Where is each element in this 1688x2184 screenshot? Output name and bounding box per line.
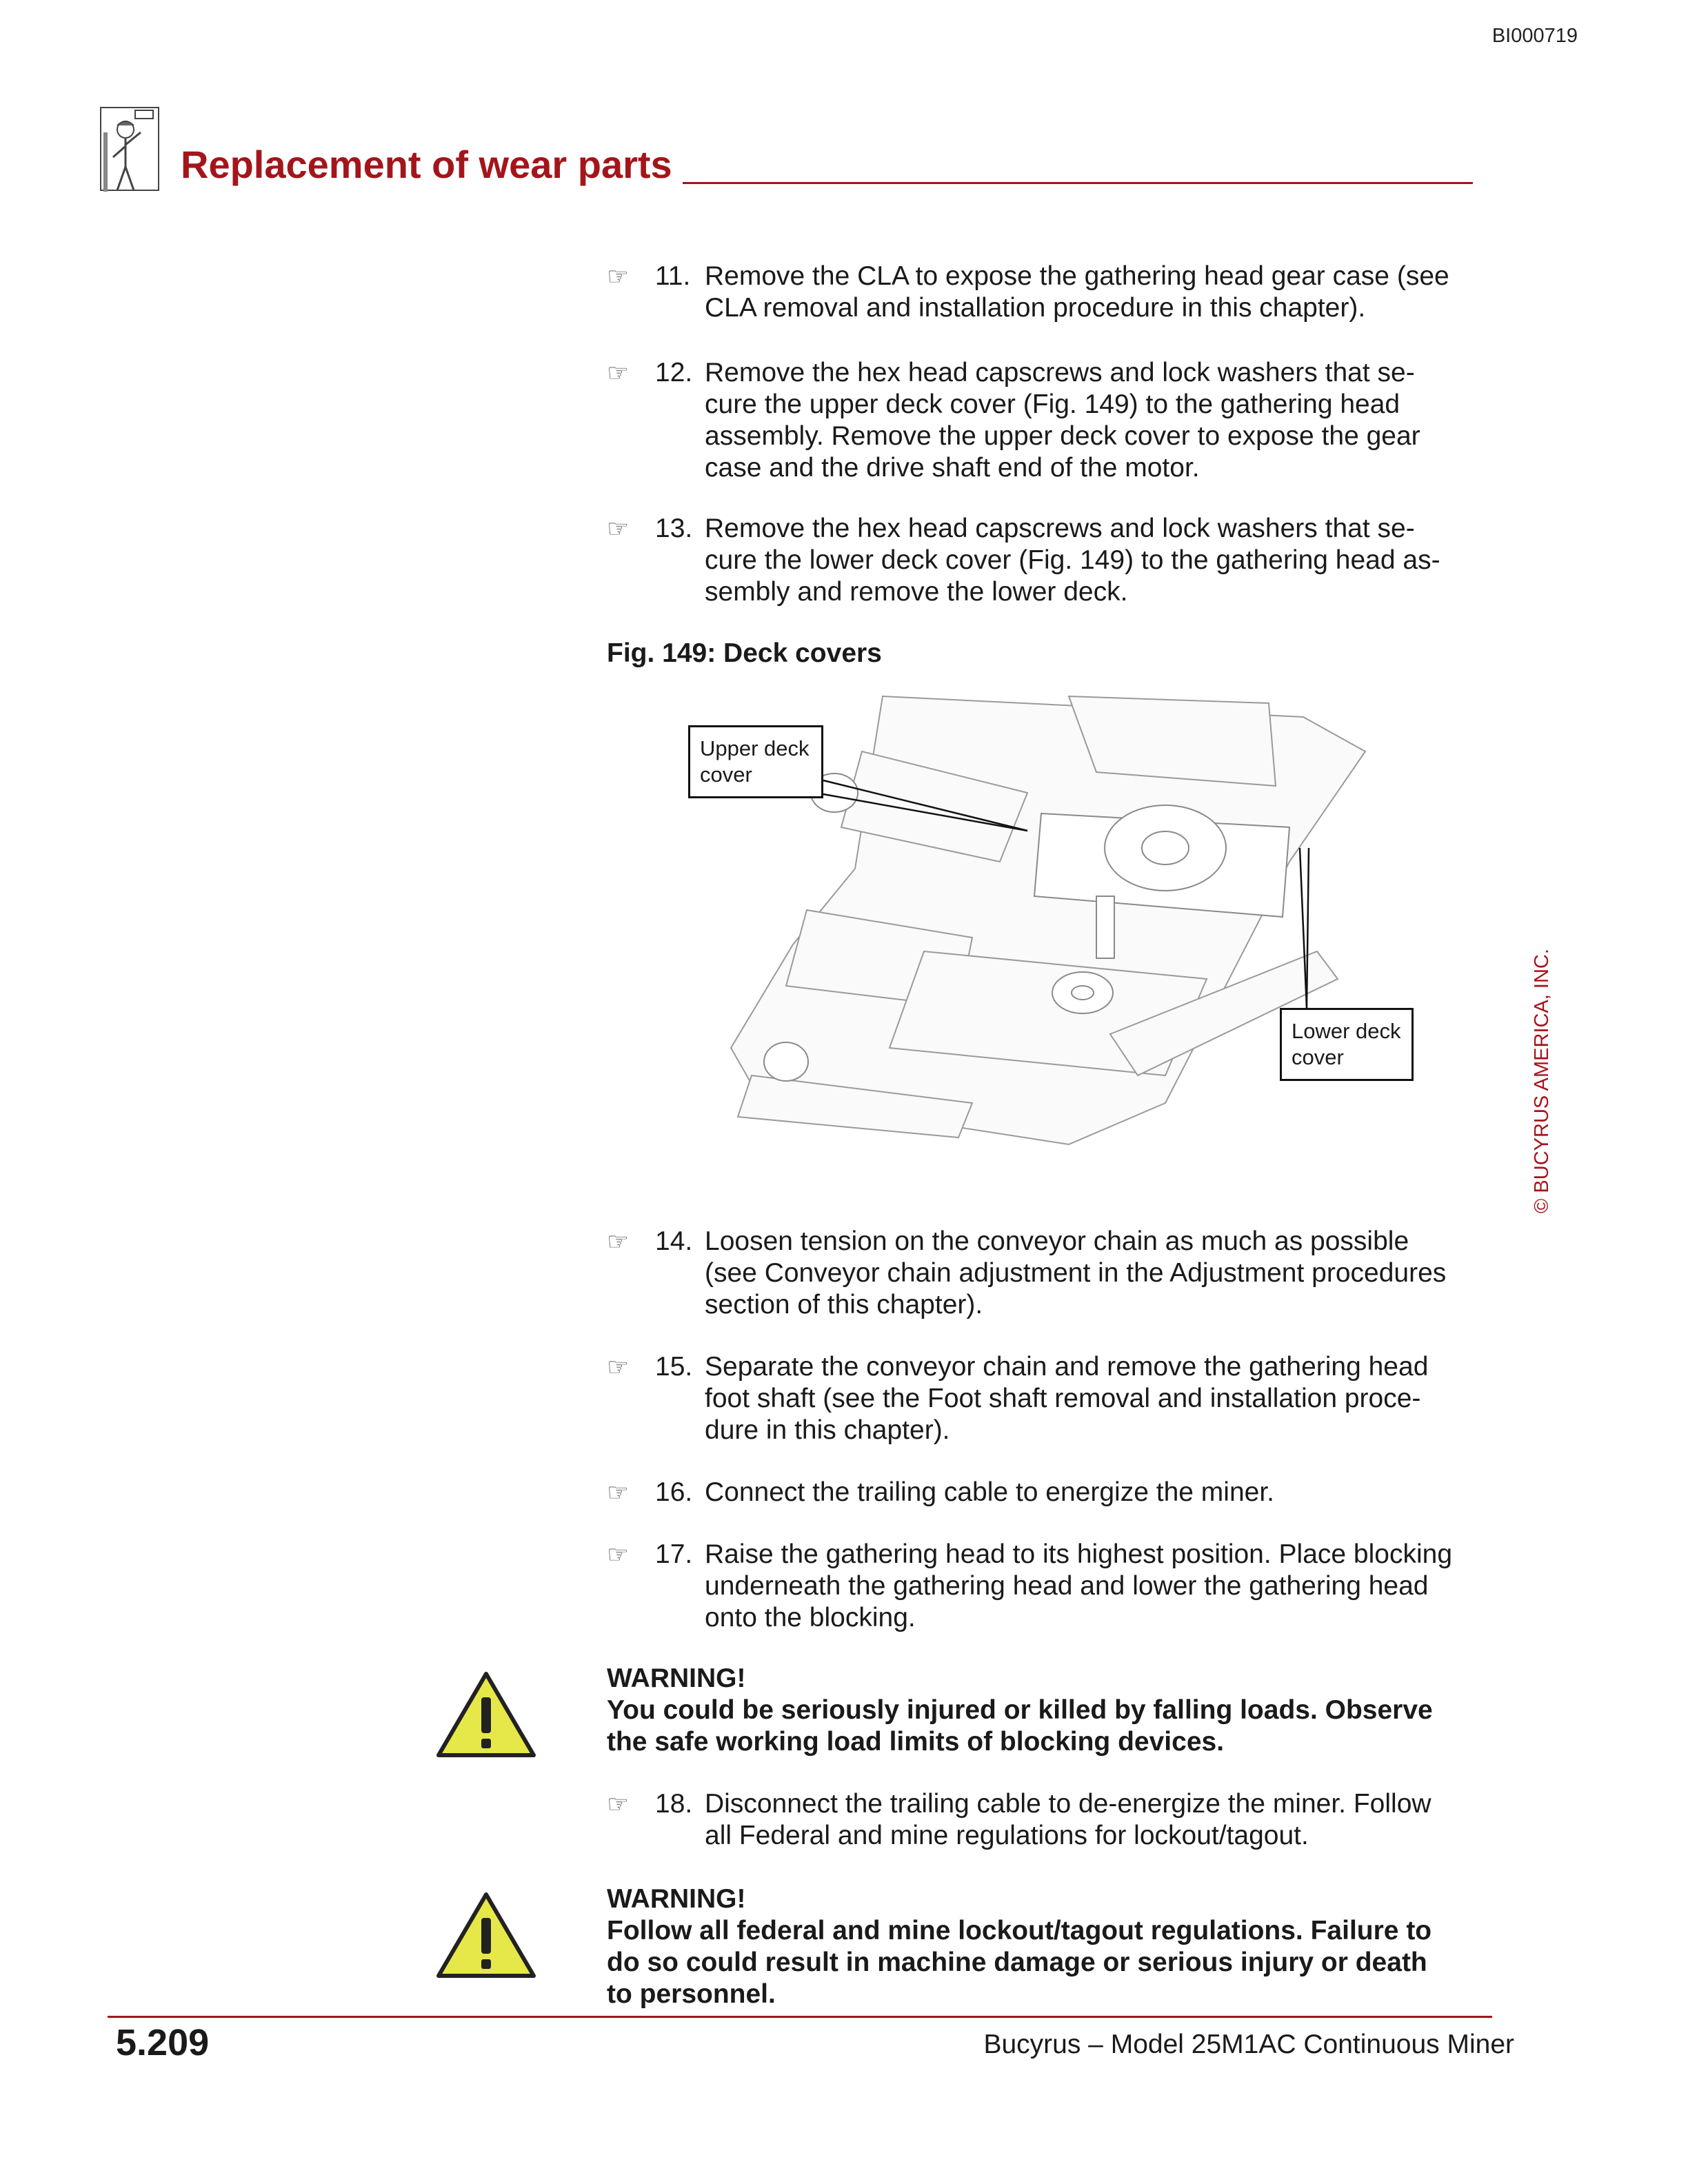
pointing-hand-icon: ☞ [607, 1353, 630, 1381]
footer-rule [108, 2016, 1492, 2018]
step-number: 15. [655, 1352, 693, 1382]
step-text: Separate the conveyor chain and remove the gathering head foot shaft (see the Foot shaft removal and installation proce- dure in this chapter). [705, 1352, 1429, 1445]
pointing-hand-icon: ☞ [607, 1227, 630, 1255]
step-number: 11. [655, 261, 691, 291]
title-underline [683, 182, 1473, 184]
lower-deck-cover-callout: Lower deck cover [1280, 1008, 1414, 1081]
step-number: 17. [655, 1539, 693, 1569]
list-item [607, 1477, 1503, 1508]
pointing-hand-icon: ☞ [607, 358, 630, 387]
upper-deck-cover-callout: Upper deck cover [688, 725, 823, 798]
pointing-hand-icon: ☞ [607, 1790, 630, 1818]
step-text: Loosen tension on the conveyor chain as much as possible (see Conveyor chain adjustment in the Adjustment procedures section of this chapter). [705, 1226, 1447, 1320]
step-number: 16. [655, 1477, 693, 1507]
list-item [607, 357, 1503, 484]
warning-block: WARNING! You could be seriously injured or killed by falling loads. Observe the safe working load limits of blocking devices. [607, 1663, 1503, 1758]
warning-triangle-icon [434, 1890, 538, 1980]
warning-heading: WARNING! [607, 1664, 746, 1693]
step-text: Remove the CLA to expose the gathering head gear case (see CLA removal and installation procedure in this chapter). [705, 261, 1449, 323]
list-item [607, 1351, 1503, 1446]
step-text: Connect the trailing cable to energize the miner. [705, 1477, 1274, 1507]
page-title: Replacement of wear parts [181, 143, 672, 186]
step-number: 12. [655, 358, 693, 387]
pointing-hand-icon: ☞ [607, 1540, 630, 1568]
list-item [607, 261, 1503, 324]
page-number: 5.209 [116, 2022, 210, 2063]
pointing-hand-icon: ☞ [607, 262, 630, 290]
warning-heading: WARNING! [607, 1884, 746, 1914]
list-item [607, 1539, 1503, 1634]
pointing-hand-icon: ☞ [607, 514, 630, 543]
step-text: Remove the hex head capscrews and lock washers that se- cure the lower deck cover (Fig. 149) to the gathering head as- sembly and remove the lower deck. [705, 514, 1440, 607]
step-text: Remove the hex head capscrews and lock washers that se- cure the upper deck cover (Fig. 149) to the gathering head assembly. Remove the upper deck cover to expose the gear case and the drive shaft end of the motor. [705, 358, 1420, 483]
step-text: Raise the gathering head to its highest position. Place blocking underneath the gathering head and lower the gathering head onto the blocking. [705, 1539, 1453, 1632]
footer-title: Bucyrus – Model 25M1AC Continuous Miner [983, 2030, 1514, 2059]
list-item [607, 513, 1503, 608]
pointing-hand-icon: ☞ [607, 1478, 630, 1506]
step-number: 14. [655, 1226, 693, 1256]
document-id: BI000719 [1491, 25, 1578, 47]
list-item [607, 1226, 1503, 1321]
step-number: 13. [655, 514, 693, 543]
figure-caption: Fig. 149: Deck covers [607, 638, 882, 668]
step-number: 18. [655, 1789, 693, 1819]
mechanic-icon [98, 105, 161, 200]
warning-triangle-icon [434, 1670, 538, 1759]
warning-block: WARNING! Follow all federal and mine lockout/tagout regulations. Failure to do so could result in machine damage or serious injury or death to personnel. [607, 1883, 1503, 2010]
step-text: Disconnect the trailing cable to de-energize the miner. Follow all Federal and mine regulations for lockout/tagout. [705, 1789, 1431, 1850]
list-item [607, 1788, 1503, 1852]
